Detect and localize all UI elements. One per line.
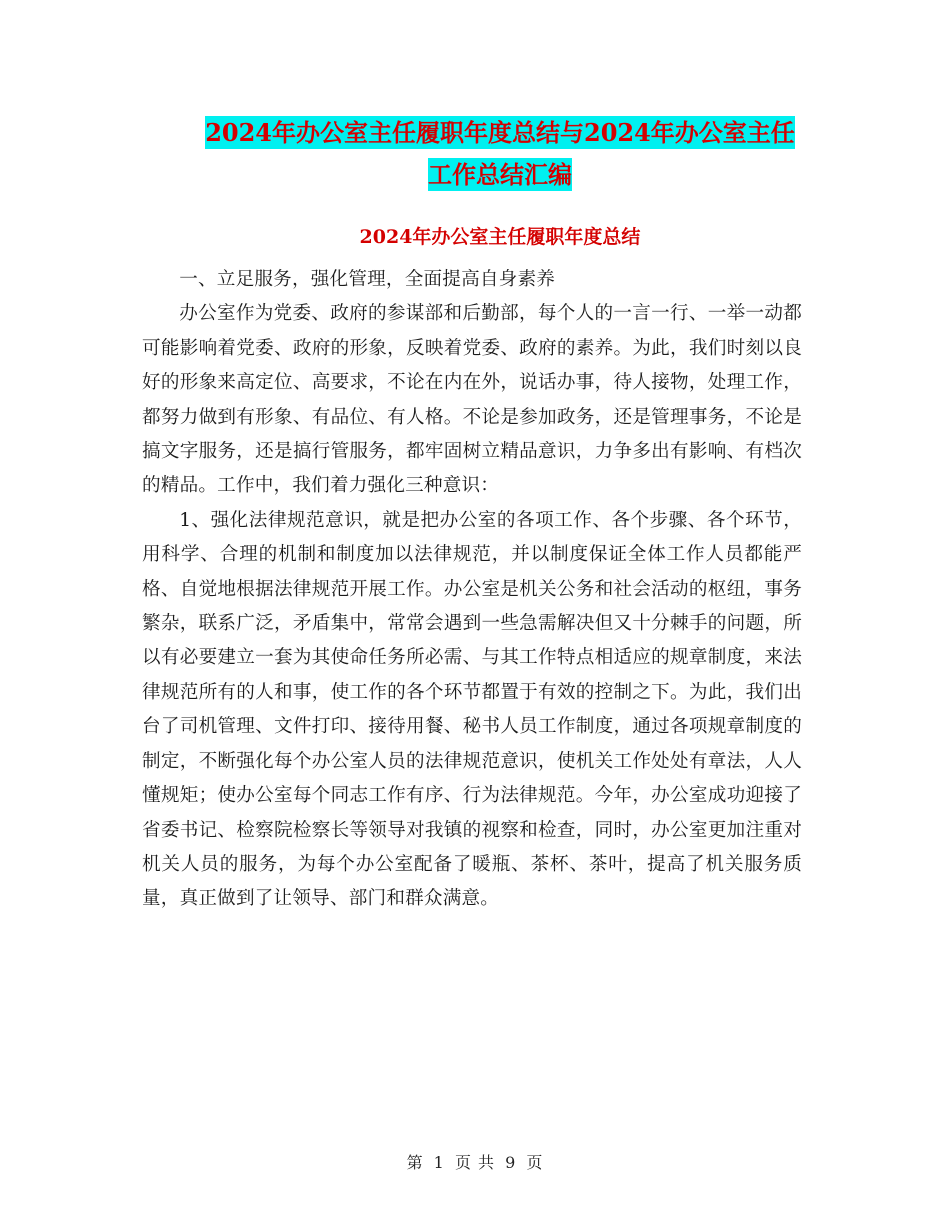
document-body [142,263,802,917]
page-footer [0,1150,950,1173]
footer-page-number: 1 [433,1153,445,1172]
section-title: 2024年办公室主任履职年度总结 [359,226,641,248]
footer-suffix: 页 [526,1153,544,1172]
paragraph: 办公室作为党委、政府的参谋部和后勤部，每个人的一言一行、一举一动都可能影响着党委、政府的形象，反映着党委、政府的素养。为此，我们时刻以良好的形象来高定位、高要求，不论在内在外，说话办事，待人接物，处理工作，都努力做到有形象、有品位、有人格。不论是参加政务，还是管理事务，不论是搞文字服务，还是搞行管服务，都牢固树立精品意识，力争多出有影响、有档次的精品。工作中，我们着力强化三种意识： [142,303,802,497]
document-title-line-2: 工作总结汇编 [428,160,572,189]
footer-total-pages: 9 [505,1153,517,1172]
paragraph: 1、强化法律规范意识，就是把办公室的各项工作、各个步骤、各个环节，用科学、合理的机制和制度加以法律规范，并以制度保证全体工作人员都能严格、自觉地根据法律规范开展工作。办公室是机关公务和社会活动的枢纽，事务繁杂，联系广泛，矛盾集中，常常会遇到一些急需解决但又十分棘手的问题，所以有必要建立一套为其使命任务所必需、与其工作特点相适应的规章制度，来法律规范所有的人和事，使工作的各个环节都置于有效的控制之下。为此，我们出台了司机管理、文件打印、接待用餐、秘书人员工作制度，通过各项规章制度的制定，不断强化每个办公室人员的法律规范意识，使机关工作处处有章法，人人懂规矩；使办公室每个同志工作有序、行为法律规范。今年，办公室成功迎接了省委书记、检察院检察长等领导对我镇的视察和检查，同时，办公室更加注重对机关人员的服务，为每个办公室配备了暖瓶、茶杯、茶叶，提高了机关服务质量，真正做到了让领导、部门和群众满意。 [142,509,802,910]
document-title [140,112,860,196]
document-title-line-1: 2024年办公室主任履职年度总结与2024年办公室主任 [205,118,795,147]
paragraph-heading: 一、立足服务，强化管理，全面提高自身素养 [179,269,556,290]
footer-prefix: 第 [406,1153,424,1172]
footer-middle: 页 共 [454,1153,496,1172]
